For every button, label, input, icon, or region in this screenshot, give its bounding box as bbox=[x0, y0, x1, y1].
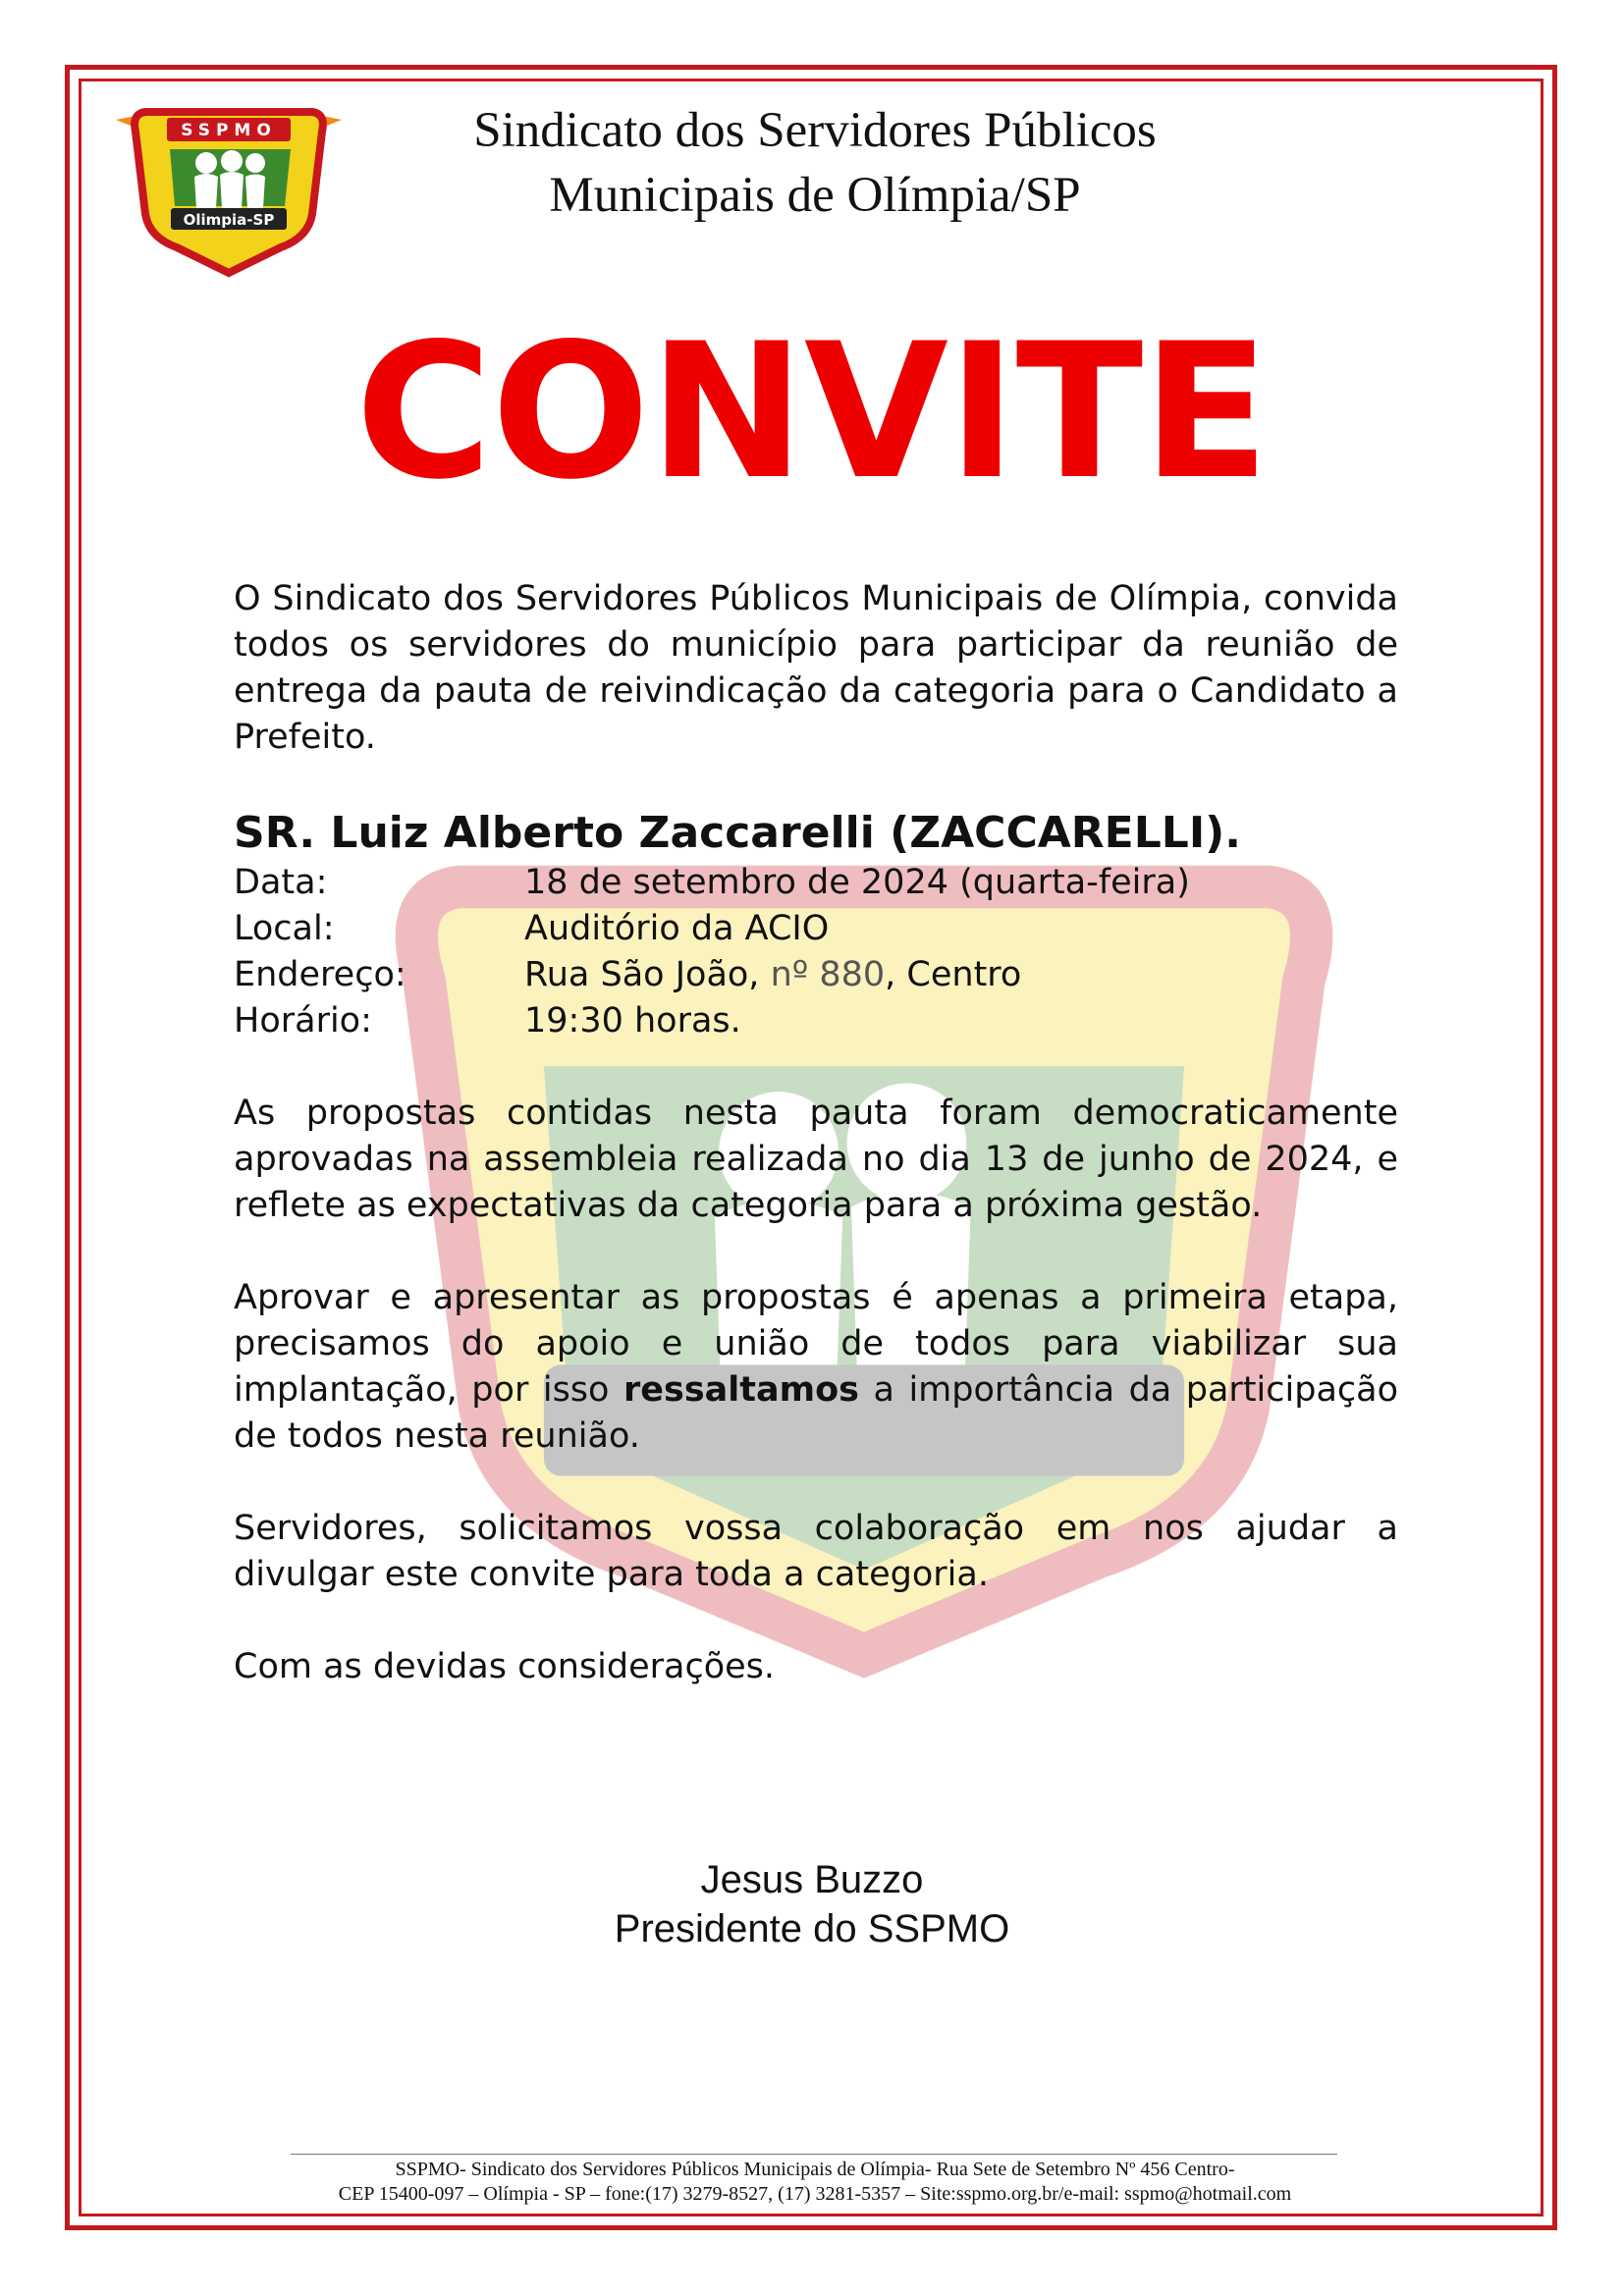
time-label: Horário: bbox=[234, 1001, 372, 1041]
detail-row-time bbox=[234, 998, 1398, 1044]
address-rest: , Centro bbox=[885, 955, 1022, 994]
org-name-line-1: Sindicato dos Servidores Públicos bbox=[473, 103, 1157, 158]
detail-row-date bbox=[234, 860, 1398, 906]
signer-name: Jesus Buzzo bbox=[700, 1858, 924, 1901]
intro-paragraph: O Sindicato dos Servidores Públicos Municipais de Olímpia, convida todos os servidores do município para participar da reunião de entrega da pauta de reivindicação da categoria para o Candidato a Prefeito. bbox=[234, 579, 1398, 757]
support-paragraph bbox=[234, 1275, 1398, 1460]
document-title: CONVITE bbox=[354, 303, 1270, 520]
local-value: Auditório da ACIO bbox=[524, 909, 830, 948]
event-details bbox=[234, 860, 1398, 1044]
org-name-line-2: Municipais de Olímpia/SP bbox=[549, 168, 1081, 223]
footer-divider bbox=[291, 2154, 1337, 2155]
letter-body bbox=[234, 576, 1398, 1690]
footer-line-1: SSPMO- Sindicato dos Servidores Públicos Municipais de Olímpia- Rua Sete de Setembro Nº 456 Centro- bbox=[395, 2159, 1235, 2180]
signer-role: Presidente do SSPMO bbox=[614, 1907, 1010, 1950]
logo-sspmo-text: SSPMO bbox=[181, 121, 277, 140]
signature-block bbox=[0, 1855, 1624, 1953]
date-value: 18 de setembro de 2024 (quarta-feira) bbox=[524, 863, 1190, 902]
closing-line: Com as devidas considerações. bbox=[234, 1647, 776, 1686]
local-label: Local: bbox=[234, 909, 335, 948]
address-number: nº 880 bbox=[770, 955, 886, 994]
detail-row-address bbox=[234, 952, 1398, 998]
proposals-paragraph: As propostas contidas nesta pauta foram democraticamente aprovadas na assembleia realizada no dia 13 de junho de 2024, e reflete as expectativas da categoria para a próxima gestão. bbox=[234, 1094, 1398, 1225]
detail-row-local bbox=[234, 906, 1398, 952]
candidate-name: SR. Luiz Alberto Zaccarelli (ZACCARELLI). bbox=[234, 808, 1242, 858]
organization-name bbox=[373, 98, 1257, 228]
address-value bbox=[524, 952, 1398, 998]
footer-line-2: CEP 15400-097 – Olímpia - SP – fone:(17) 3279-8527, (17) 3281-5357 – Site:sspmo.org.br/e-mail: sspmo@hotmail.com bbox=[338, 2183, 1292, 2205]
address-street: Rua São João, bbox=[524, 955, 771, 994]
footer bbox=[236, 2158, 1394, 2207]
collaboration-paragraph: Servidores, solicitamos vossa colaboração em nos ajudar a divulgar este convite para toda a categoria. bbox=[234, 1509, 1398, 1594]
support-text-after: a importância da participação de todos nesta reunião. bbox=[234, 1370, 1398, 1456]
support-text-before: Aprovar e apresentar as propostas é apenas a primeira etapa, precisamos do apoio e união de todos para viabilizar sua implantação, por isso bbox=[234, 1278, 1398, 1410]
address-label: Endereço: bbox=[234, 955, 406, 994]
sspmo-logo bbox=[116, 98, 342, 294]
time-value: 19:30 horas. bbox=[524, 1001, 741, 1041]
support-text-bold: ressaltamos bbox=[623, 1370, 859, 1410]
logo-city-text: Olimpia-SP bbox=[183, 211, 275, 229]
date-label: Data: bbox=[234, 863, 328, 902]
